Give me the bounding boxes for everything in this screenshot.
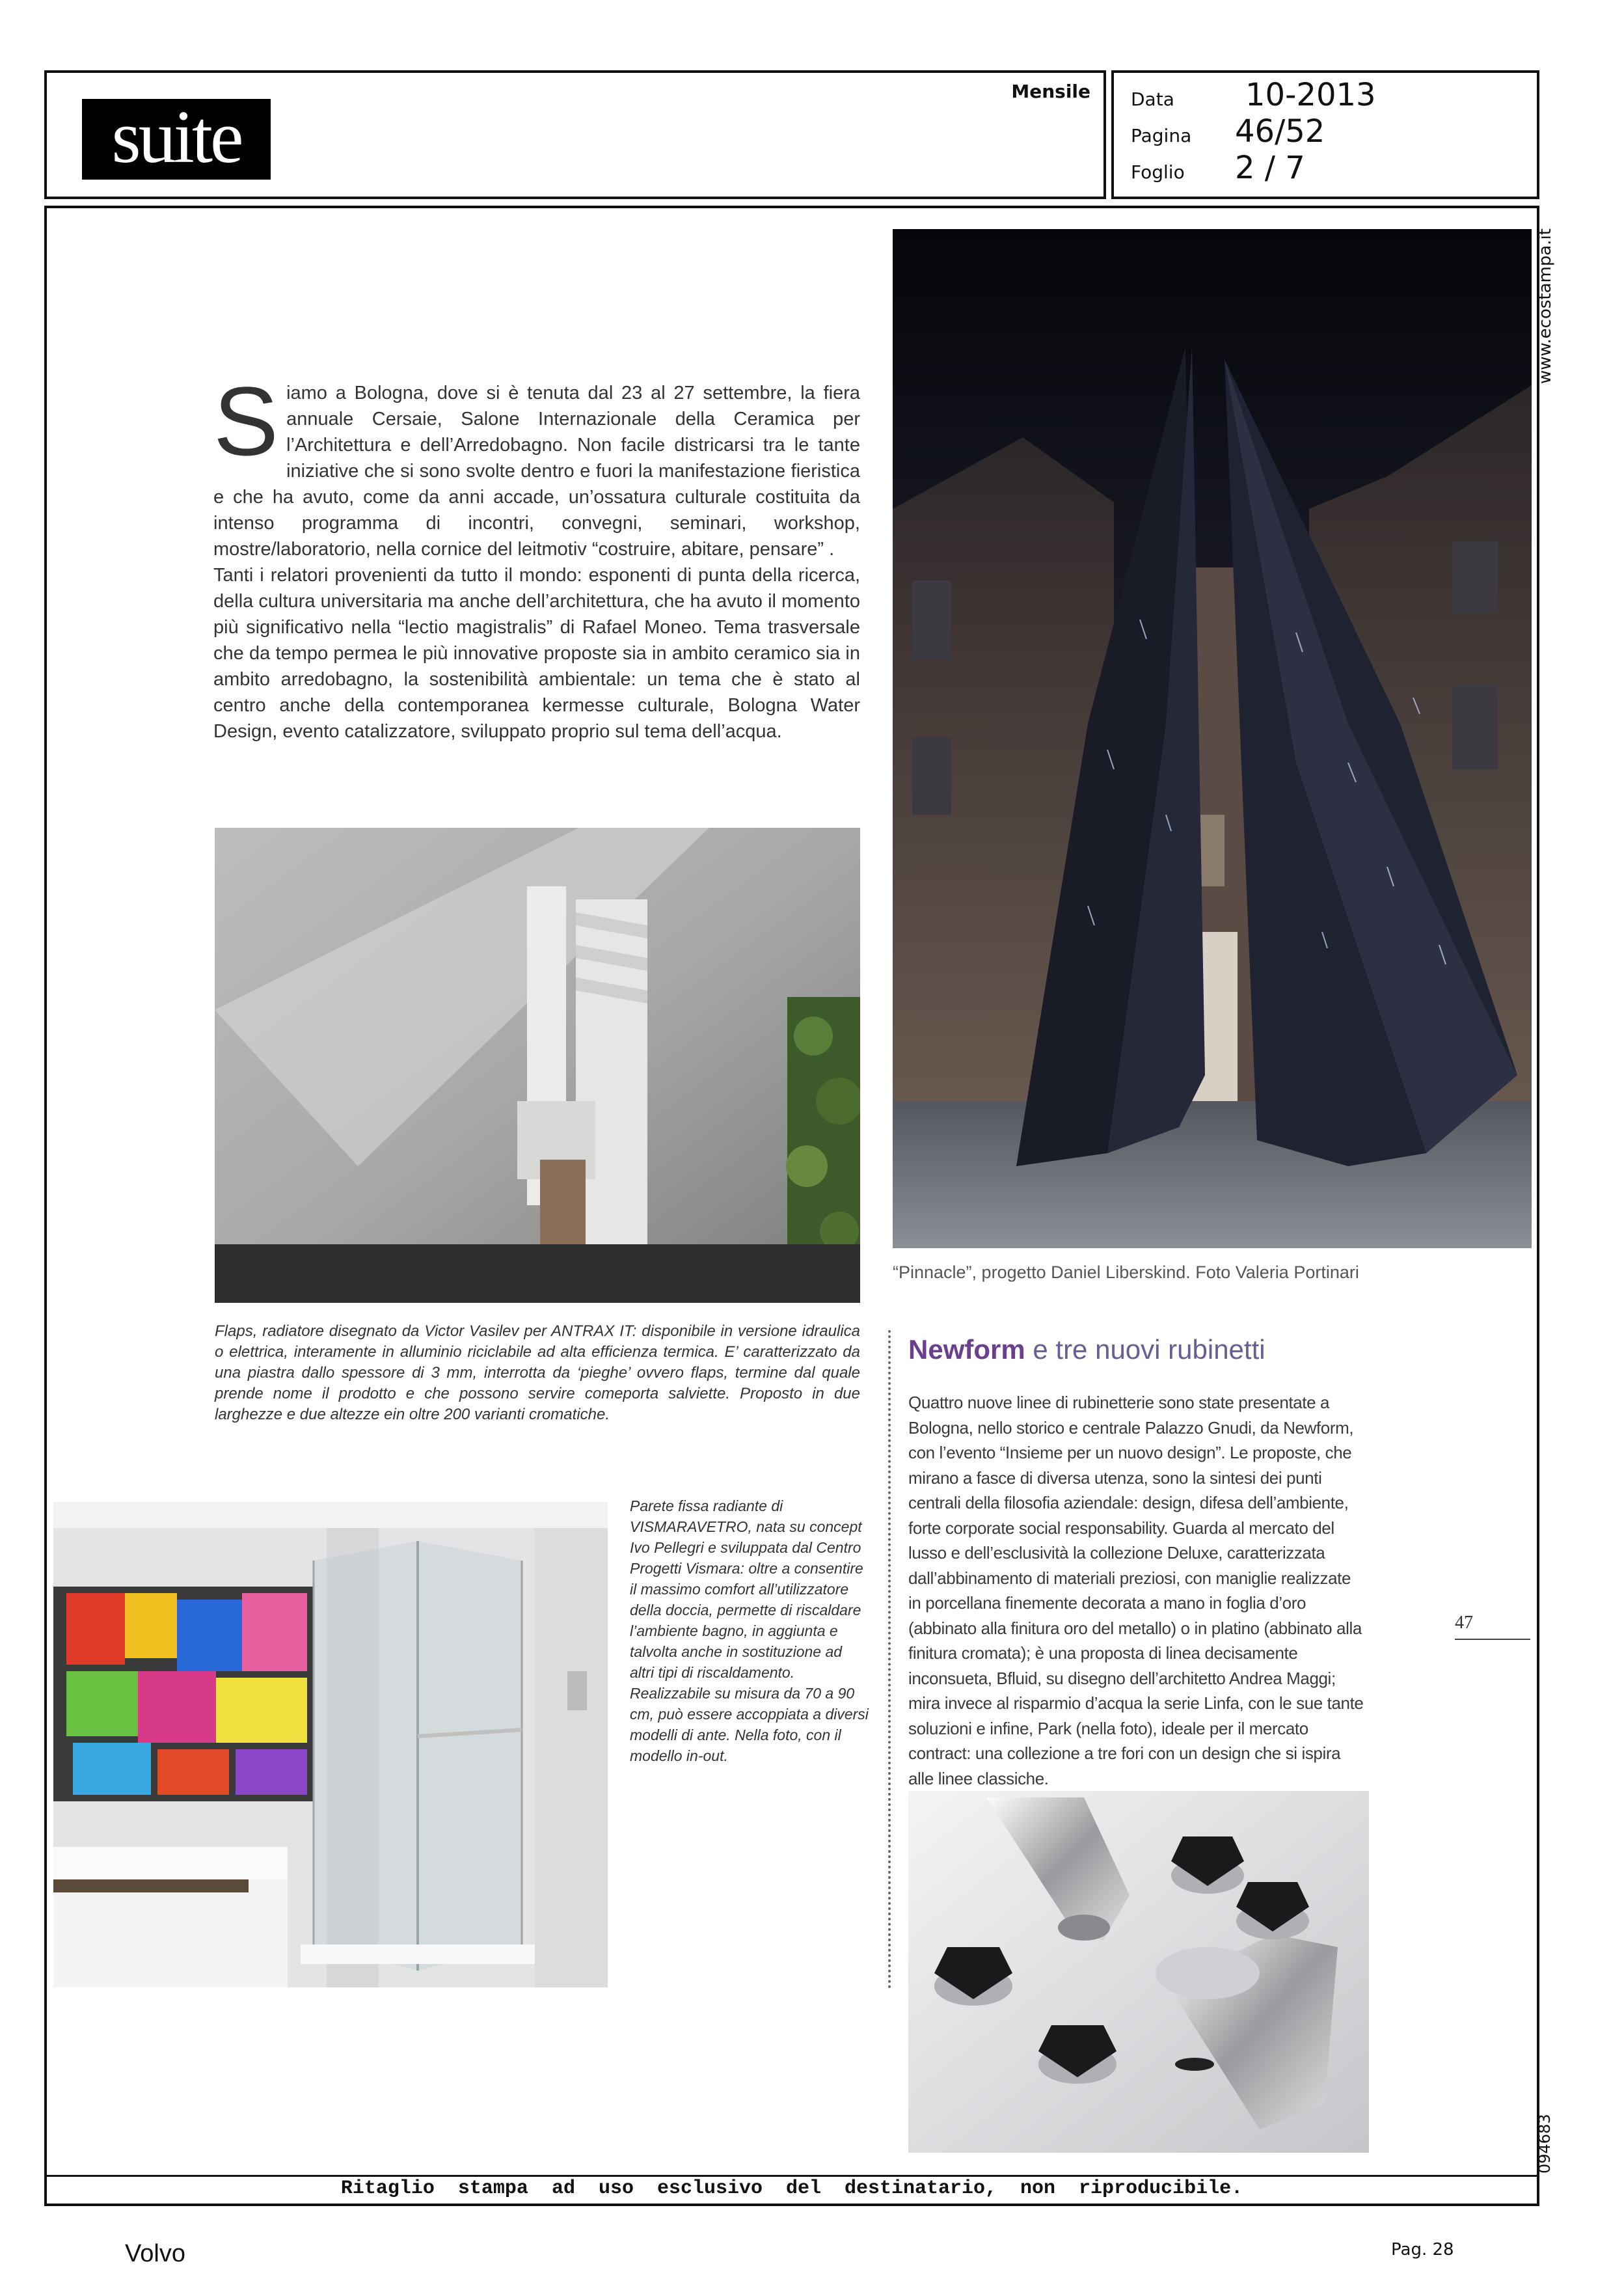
periodicity-label: Mensile [1011,81,1090,102]
suite-logo: suite [82,99,271,180]
meta-value-date: 10-2013 [1245,77,1376,113]
flaps-caption: Flaps, radiatore disegnato da Victor Vasilev per ANTRAX IT: disponibile in versione idraulica o elettrica, interamente in alluminio riciclabile ad alta efficienza termica. E’ caratterizzato da una piastra dallo spessore di 3 mm, interrotta da ‘pieghe’ ovvero flaps, termine dal quale prende nome il prodotto e che possono servire comeporta salviette. Proposto in due larghezze e due altezze ein oltre 200 varianti cromatiche. [215,1322,860,1423]
magazine-page-number: 47 [1455,1613,1473,1633]
newform-body: Quattro nuove linee di rubinetterie sono state presentate a Bologna, nello storico e centrale Palazzo Gnudi, da Newform, con l’evento “Insieme per un nuovo design”. Le proposte, che mirano a fasce di diversa utenza, sono la sintesi dei punti centrali della filosofia aziendale: design, difesa dell’ambiente, forte corporate social responsability. Guarda al mercato del lusso e dell’esclusività la collezione Deluxe, caratterizzata dall’abbinamento di materiali preziosi, con maniglie realizzate in porcellana finemente decorata a mano in foglia d’oro (abbinato alla finitura oro del metallo) o in platino (abbinato alla finitura cromata); è una proposta di linea decisamente inconsueta, Bfluid, su disegno dell’architetto Andrea Maggi; mira invece al risparmio d’acqua la serie Linfa, con le sue tante soluzioni e infine, Park (nella foto), ideale per il mercato contract: una collezione a tre fori con un design che si ispira alle linee classiche. [908,1393,1364,1788]
vismara-shower-photo [53,1502,608,1987]
meta-label: Pagina [1131,125,1192,146]
newform-title-brand: Newform [908,1334,1025,1365]
newform-faucet-photo [908,1791,1369,2153]
page-number-rule [1455,1639,1530,1640]
meta-label: Data [1131,89,1174,110]
article-paragraph-2: Tanti i relatori provenienti da tutto il mondo: esponenti di punta della ricerca, della cultura universitaria ma anche dell’architettura, che ha avuto il momento più significativo nella “lectio magistralis” di Rafael Moneo. Tema trasversale che da tempo permea le più innovative proposte sia in ambito ceramico sia in ambito arredobagno, la sostenibilità ambientale: un tema che è stato al centro anche della contemporanea kermesse culturale, Bologna Water Design, evento catalizzatore, sviluppato proprio sul tema dell’acqua. [213,565,860,742]
meta-value-sheet: 2 / 7 [1235,150,1305,186]
article-intro [213,366,860,744]
vismara-caption: Parete fissa radiante di VISMARAVETRO, nata su concept Ivo Pellegri e sviluppata dal Centro Progetti Vismara: oltre a consentire il massimo comfort all’utilizzatore della doccia, permette di riscaldare l’ambiente bagno, in aggiunta e talvolta anche in sostituzione ad altri tipi di riscaldamento. Realizzabile su misura da 70 a 90 cm, può essere accoppiata a diversi modelli di ante. Nella foto, con il modello in-out. [630,1497,869,1764]
newform-title [908,1334,1265,1365]
frame-divider [44,2175,1539,2177]
drop-cap: S [213,366,279,476]
meta-value-pages: 46/52 [1235,113,1325,150]
header-meta-box [1111,70,1539,199]
pinnacle-photo [893,229,1532,1248]
header-masthead-box [44,70,1106,199]
newform-dotted-rule [888,1330,891,1989]
meta-label: Foglio [1131,161,1185,183]
newform-title-rest: e tre nuovi rubinetti [1025,1334,1265,1365]
disclaimer-text: Ritaglio stampa ad uso esclusivo del destinatario, non riproducibile. [340,2177,1243,2200]
article-paragraph-1: iamo a Bologna, dove si è tenuta dal 23 al 27 settembre, la fiera annuale Cersaie, Salone Internazionale della Ceramica per l’Architettura e dell’Arredobagno. Non facile districarsi tra le tante iniziative che si sono svolte dentro e fuori la manifestazione fieristica e che ha avuto, come da anni accade, un’ossatura culturale costituita da intenso programma di incontri, convegni, seminari, workshop, mostre/laboratorio, nella cornice del leitmotiv “costruire, abitare, pensare” . [213,383,860,560]
side-url: www.ecostampa.it [1536,228,1555,384]
footer-page-number: Pag. 28 [1391,2240,1454,2259]
flaps-radiator-photo [215,828,860,1303]
footer-client-name: Volvo [125,2240,185,2267]
side-code: 094683 [1536,2114,1554,2174]
pinnacle-caption: “Pinnacle”, progetto Daniel Liberskind. Foto Valeria Portinari [893,1262,1359,1282]
